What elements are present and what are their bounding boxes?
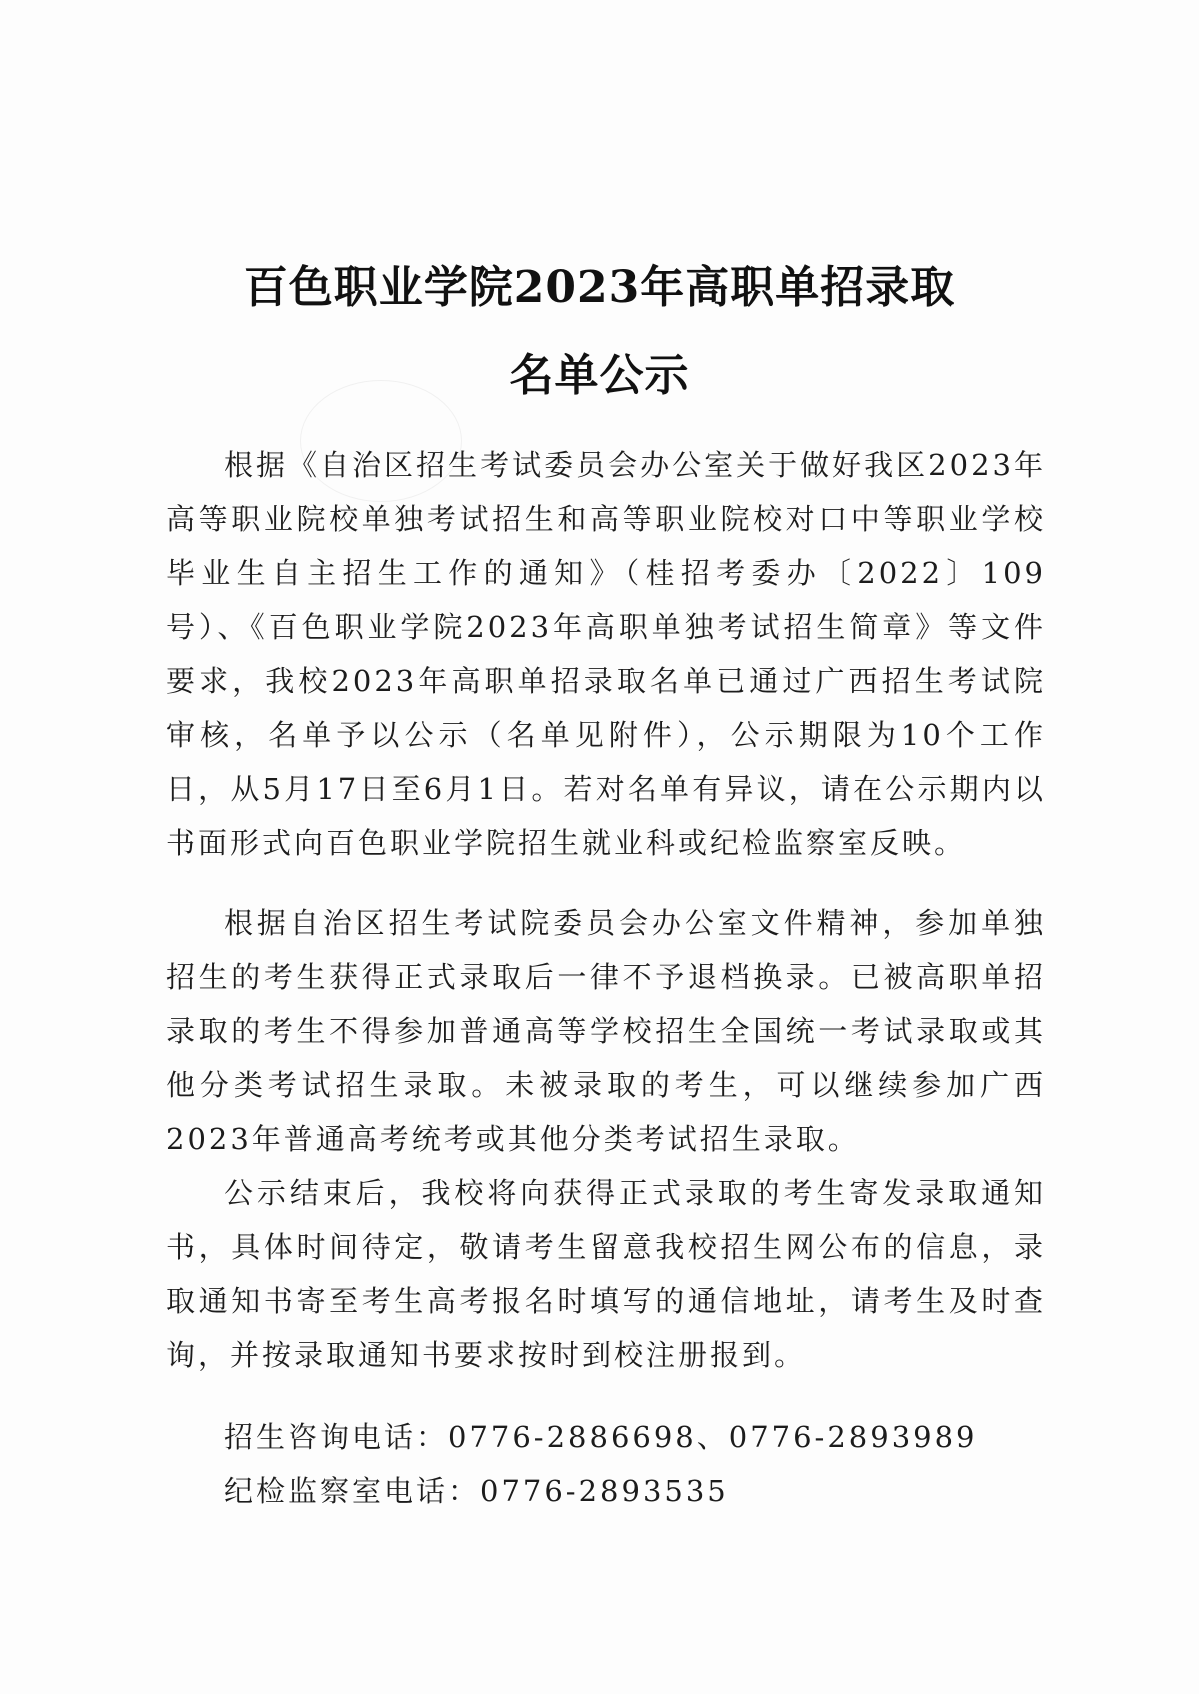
contact-discipline-phone: 纪检监察室电话：0776-2893535 xyxy=(224,1474,729,1508)
document-subtitle: 名单公示 xyxy=(509,350,690,401)
paragraph-admission-policy: 根据自治区招生考试院委员会办公室文件精神，参加单独招生的考生获得正式录取后一律不予退档换录。已被高职单招录取的考生不得参加普通高等学校招生全国统一考试录取或其他分类考试招生录取。未被录取的考生，可以继续参加广西2023年普通高考统考或其他分类考试招生录取。 xyxy=(166,906,1046,1156)
contact-admission-phone: 招生咨询电话：0776-2886698、0776-2893989 xyxy=(224,1420,978,1454)
paragraph-notification-letter: 公示结束后，我校将向获得正式录取的考生寄发录取通知书，具体时间待定，敬请考生留意我校招生网公布的信息，录取通知书寄至考生高考报名时填写的通信地址，请考生及时查询，并按录取通知书要求按时到校注册报到。 xyxy=(166,1176,1046,1372)
paragraph-announcement: 根据《自治区招生考试委员会办公室关于做好我区2023年高等职业院校单独考试招生和高等职业院校对口中等职业学校毕业生自主招生工作的通知》（桂招考委办〔2022〕109号）、《百色职业学院2023年高职单独考试招生简章》等文件要求，我校2023年高职单招录取名单已通过广西招生考试院审核，名单予以公示（名单见附件），公示期限为10个工作日，从5月17日至6月1日。若对名单有异议，请在公示期内以书面形式向百色职业学院招生就业科或纪检监察室反映。 xyxy=(166,448,1046,860)
document-title: 百色职业学院2023年高职单招录取 xyxy=(243,262,956,313)
